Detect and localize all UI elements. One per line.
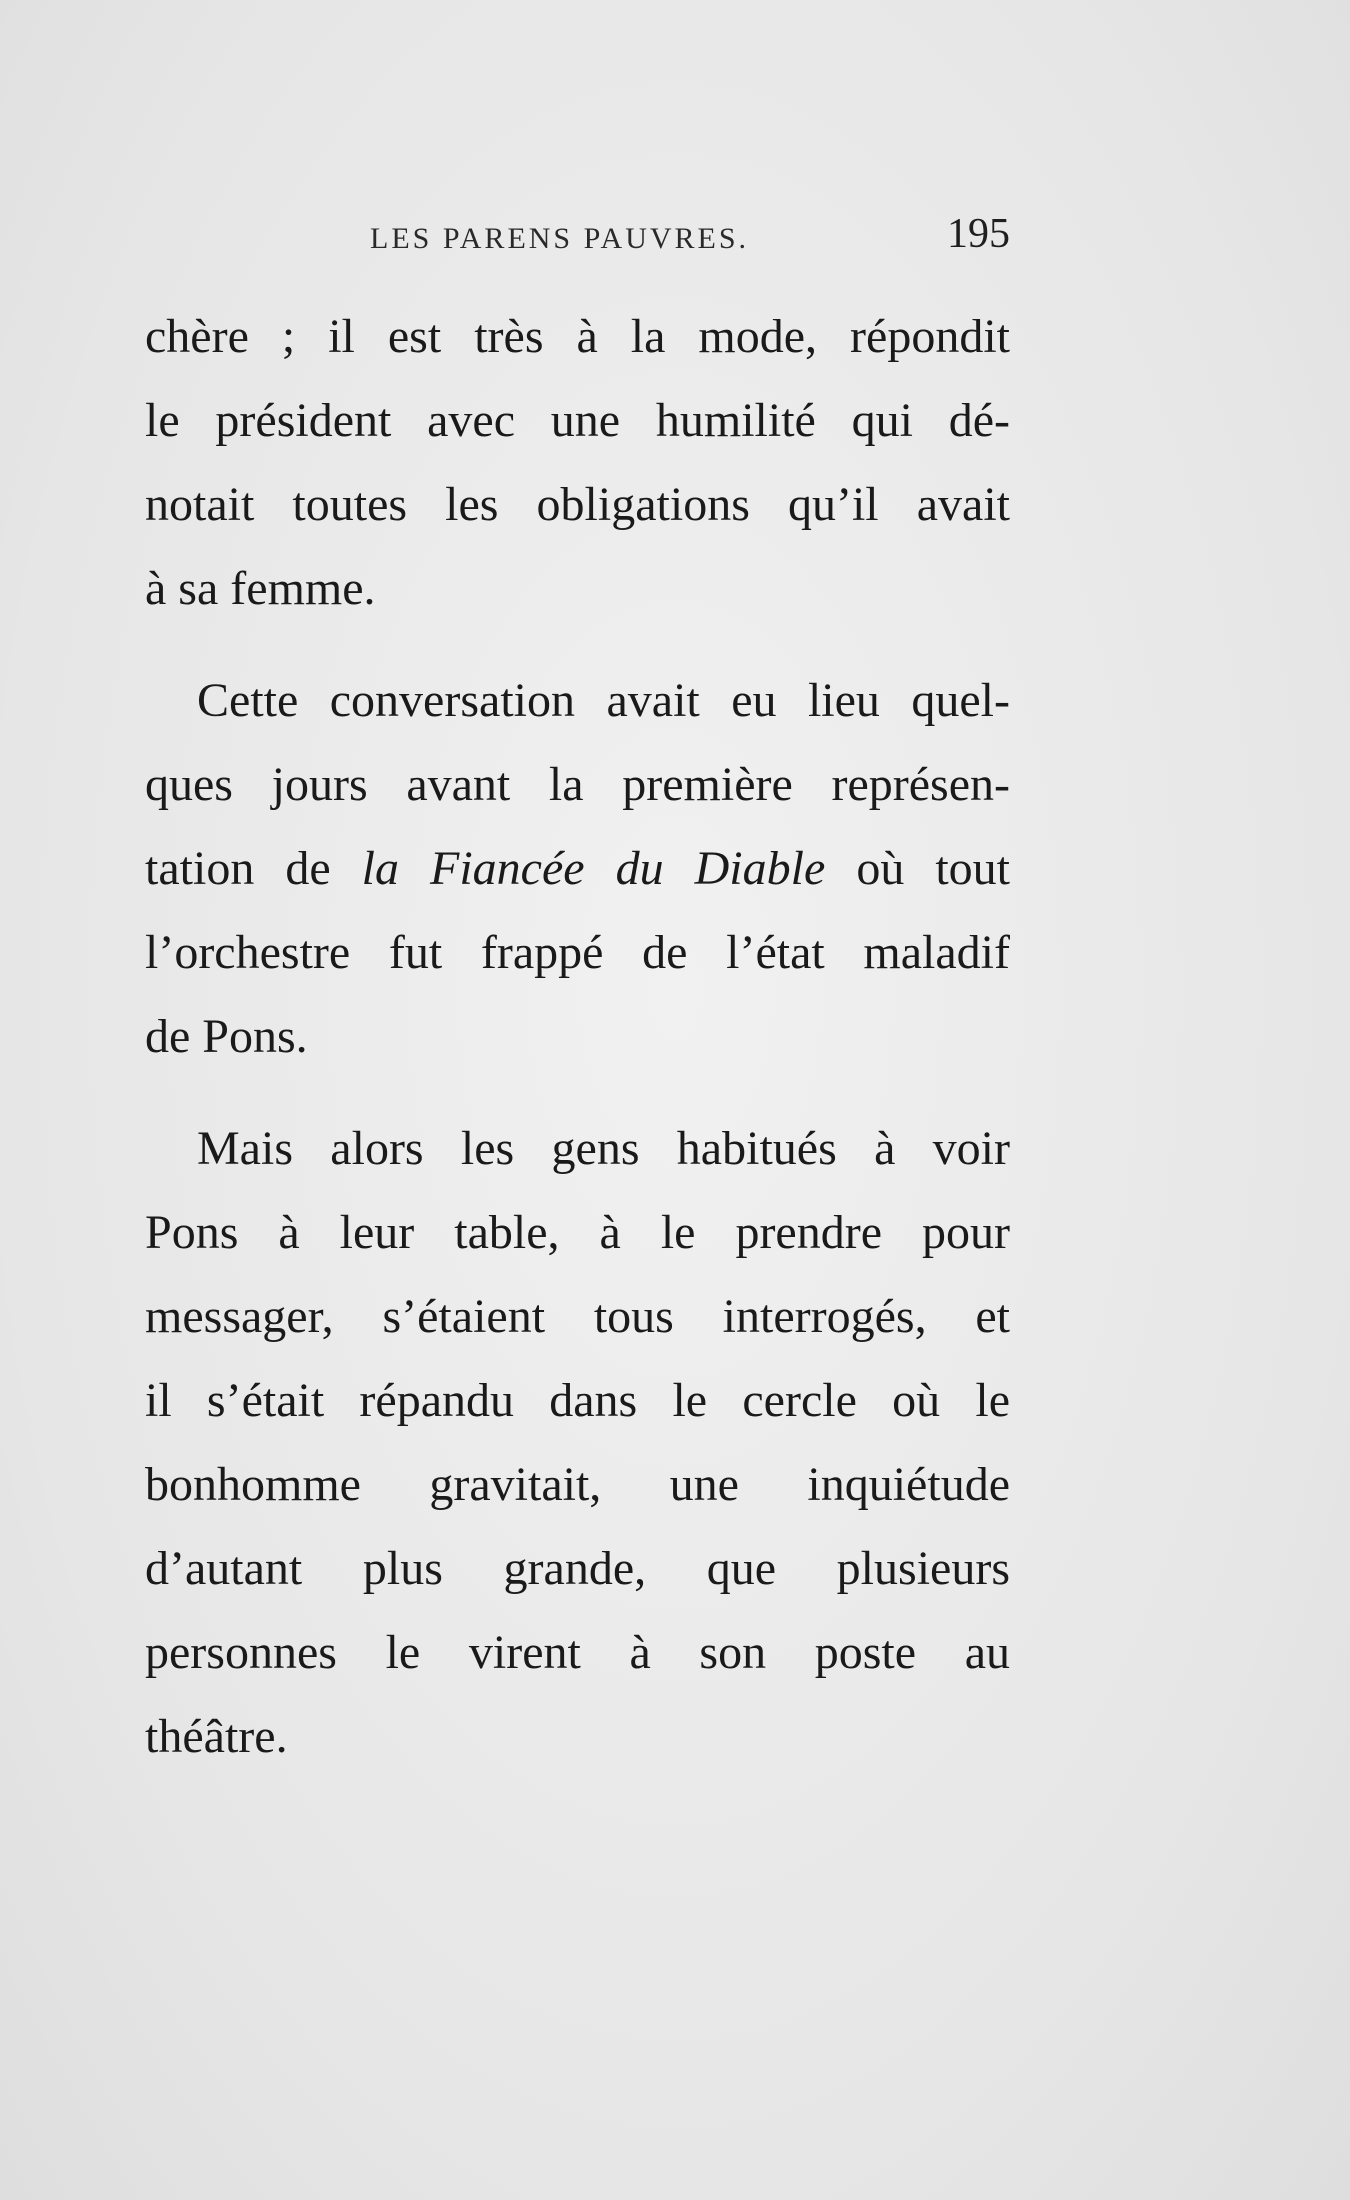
italic-title: la Fiancée du Diable: [361, 842, 826, 895]
text-line: Cette conversation avait eu lieu quel-: [197, 674, 1010, 727]
text-line: ques jours avant la première représen-: [145, 758, 1010, 811]
text-line: [145, 827, 1010, 911]
text-line: théâtre.: [145, 1710, 288, 1763]
running-head: LES PARENS PAUVRES.: [370, 222, 750, 255]
body-text: [145, 295, 1010, 1779]
text-fragment: où tout: [856, 842, 1011, 895]
text-line: il s’était répandu dans le cercle où le: [145, 1374, 1010, 1427]
page-header: [140, 210, 1010, 270]
text-line: l’orchestre fut frappé de l’état maladif: [145, 926, 1010, 979]
paragraph: [145, 295, 1010, 631]
text-line: Mais alors les gens habitués à voir: [197, 1122, 1010, 1175]
text-line: bonhomme gravitait, une inquiétude: [145, 1458, 1010, 1511]
text-line: messager, s’étaient tous interrogés, et: [145, 1290, 1010, 1343]
text-line: le président avec une humilité qui dé-: [145, 394, 1010, 447]
paragraph: [145, 659, 1010, 1079]
text-line: Pons à leur table, à le prendre pour: [145, 1206, 1010, 1259]
text-line: personnes le virent à son poste au: [145, 1626, 1010, 1679]
text-line: à sa femme.: [145, 562, 376, 615]
text-fragment: tation de: [145, 842, 331, 895]
text-line: chère ; il est très à la mode, répondit: [145, 310, 1010, 363]
text-line: notait toutes les obligations qu’il avait: [145, 478, 1010, 531]
page-number: 195: [947, 211, 1010, 257]
paragraph: [145, 1107, 1010, 1779]
text-line: d’autant plus grande, que plusieurs: [145, 1542, 1010, 1595]
text-line: de Pons.: [145, 1010, 308, 1063]
